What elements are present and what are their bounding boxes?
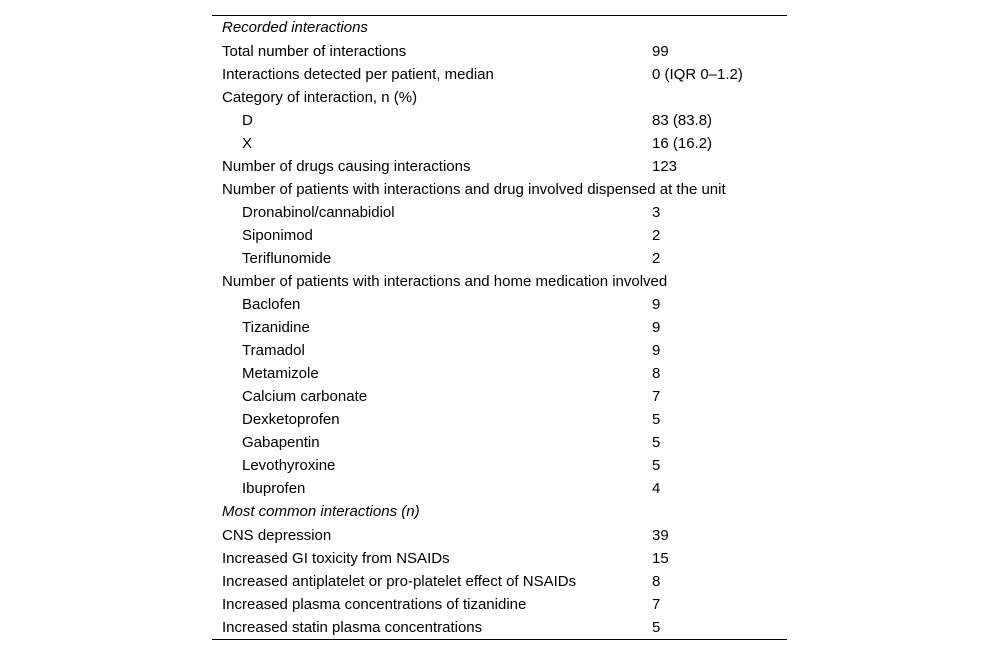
row-value xyxy=(652,270,797,293)
row-value: 8 xyxy=(652,365,661,382)
row-label: Dexketoprofen xyxy=(242,411,340,428)
row-value: 5 xyxy=(652,434,661,451)
section-header: Recorded interactions xyxy=(222,19,368,36)
table-row xyxy=(212,132,797,155)
section-header: Most common interactions (n) xyxy=(222,503,420,520)
table-row xyxy=(212,570,797,593)
table-row xyxy=(212,477,797,500)
row-value: 0 (IQR 0–1.2) xyxy=(652,66,743,83)
table-row xyxy=(212,155,797,178)
row-label: Teriflunomide xyxy=(242,250,332,267)
table-row xyxy=(212,109,797,132)
row-label: Increased statin plasma concentrations xyxy=(222,619,483,636)
table-row xyxy=(212,524,797,547)
row-value: 8 xyxy=(652,573,661,590)
row-label: Ibuprofen xyxy=(242,480,306,497)
section-header-value xyxy=(652,500,797,524)
row-value: 9 xyxy=(652,319,661,336)
table-row xyxy=(212,201,797,224)
table-row xyxy=(212,293,797,316)
row-label: Siponimod xyxy=(242,227,313,244)
row-label: Increased antiplatelet or pro-platelet effect of NSAIDs xyxy=(222,573,577,590)
row-value: 39 xyxy=(652,527,669,544)
row-label: Dronabinol/cannabidiol xyxy=(242,204,395,221)
interactions-table-grid xyxy=(212,16,797,639)
row-value: 7 xyxy=(652,596,661,613)
table-row xyxy=(212,547,797,570)
row-label: Total number of interactions xyxy=(222,43,407,60)
row-label: X xyxy=(242,135,253,152)
table-row xyxy=(212,270,797,293)
table-row xyxy=(212,593,797,616)
table-row xyxy=(212,616,797,639)
table-row xyxy=(212,339,797,362)
table-row xyxy=(212,247,797,270)
row-value: 9 xyxy=(652,342,661,359)
table-row xyxy=(212,385,797,408)
row-value xyxy=(652,86,797,109)
table-row xyxy=(212,86,797,109)
row-label: Increased plasma concentrations of tizanidine xyxy=(222,596,527,613)
table-body xyxy=(212,16,797,639)
row-value: 4 xyxy=(652,480,661,497)
row-label: CNS depression xyxy=(222,527,332,544)
row-label: Interactions detected per patient, median xyxy=(222,66,494,83)
row-label: Tizanidine xyxy=(242,319,310,336)
table-row xyxy=(212,178,797,201)
row-value: 2 xyxy=(652,227,661,244)
row-label: Tramadol xyxy=(242,342,305,359)
table-row xyxy=(212,316,797,339)
section-header-value xyxy=(652,16,797,40)
table-row xyxy=(212,40,797,63)
row-label: Increased GI toxicity from NSAIDs xyxy=(222,550,450,567)
row-label: Levothyroxine xyxy=(242,457,336,474)
row-value: 99 xyxy=(652,43,669,60)
section-header-row xyxy=(212,500,797,524)
row-value: 83 (83.8) xyxy=(652,112,713,129)
row-value: 5 xyxy=(652,411,661,428)
row-value: 7 xyxy=(652,388,661,405)
row-label: Category of interaction, n (%) xyxy=(222,89,418,106)
table-row xyxy=(212,408,797,431)
row-value: 123 xyxy=(652,158,678,175)
row-value: 15 xyxy=(652,550,669,567)
row-value: 9 xyxy=(652,296,661,313)
table-row xyxy=(212,224,797,247)
section-header-row xyxy=(212,16,797,40)
table-row xyxy=(212,362,797,385)
row-value: 5 xyxy=(652,619,661,636)
row-value: 3 xyxy=(652,204,661,221)
row-label: Gabapentin xyxy=(242,434,320,451)
row-value: 5 xyxy=(652,457,661,474)
row-label: D xyxy=(242,112,253,129)
table-row xyxy=(212,454,797,477)
table-row xyxy=(212,431,797,454)
interactions-table xyxy=(212,15,787,640)
row-value: 2 xyxy=(652,250,661,267)
row-label: Number of drugs causing interactions xyxy=(222,158,471,175)
row-label: Metamizole xyxy=(242,365,319,382)
table-row xyxy=(212,63,797,86)
row-label: Number of patients with interactions and drug involved dispensed at the unit xyxy=(222,181,726,198)
row-value: 16 (16.2) xyxy=(652,135,713,152)
row-label: Calcium carbonate xyxy=(242,388,368,405)
row-label: Baclofen xyxy=(242,296,301,313)
row-label: Number of patients with interactions and home medication involved xyxy=(222,273,668,290)
